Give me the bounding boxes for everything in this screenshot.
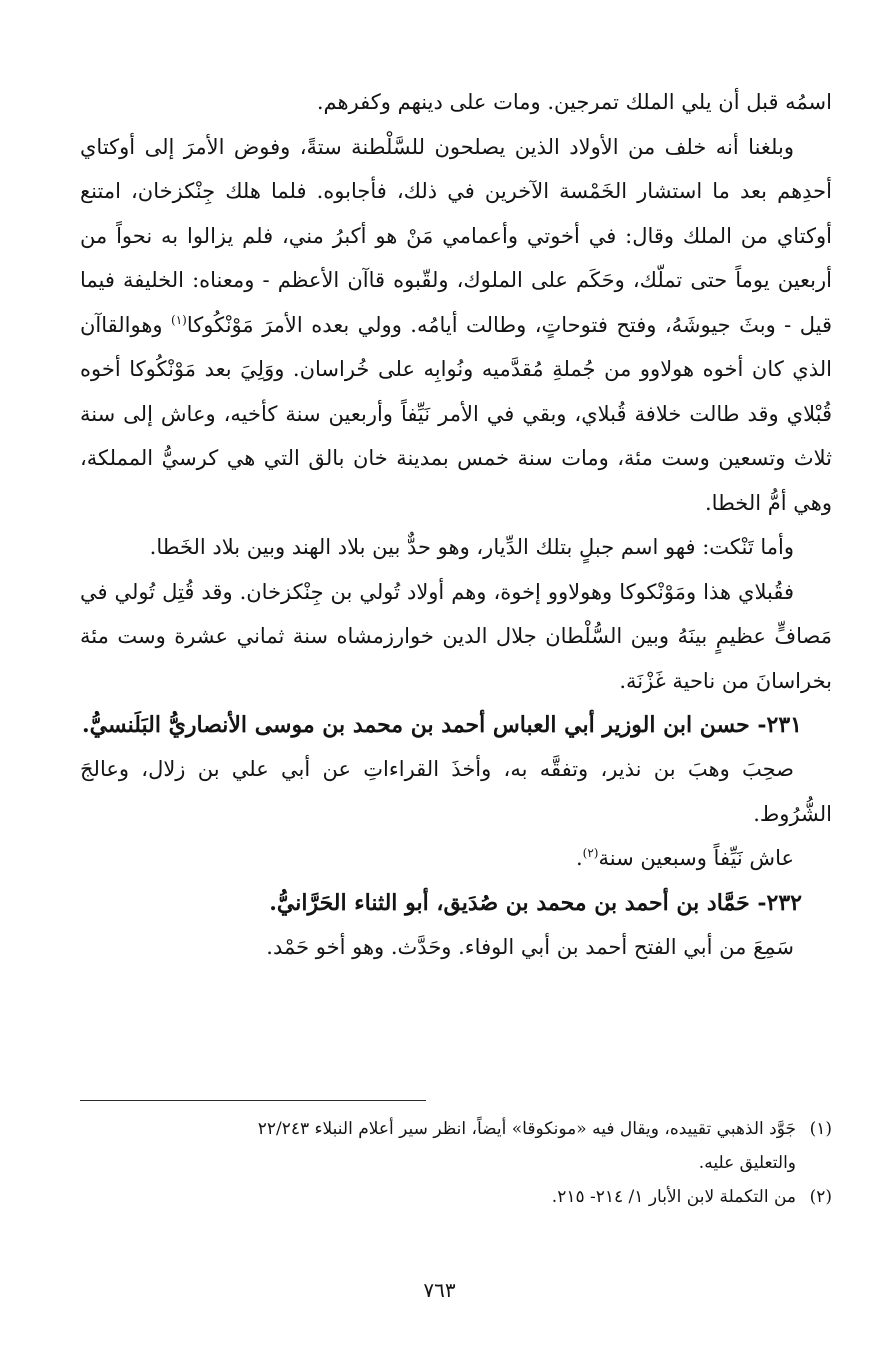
paragraph-2-text: وبلغنا أنه خلف من الأولاد الذين يصلحون للسَّلْطنة ستةً، وفوض الأمرَ إلى أوكتاي أحدِهم بعد ما استشار الخَمْسة الآخرين في ذلك، فأجابوه. فلما هلك جِنْكزخان، امتنع أوكتاي من الملك وقال: في أخوتي وأعمامي مَنْ هو أكبرُ مني، فلم يزالوا به نحواً من أربعين يوماً حتى تملّك، وحَكَم على الملوك، ولقّبوه قاآن الأعظم - ومعناه: الخليفة فيما قيل - وبثَ جيوشَهُ، وفتح فتوحاتٍ، وطالت أيامُه. وولي بعده الأمرَ مَوْنْكُوكا xyxy=(80,134,832,337)
paragraph-2-end: وهوالقاآن الذي كان أخوه هولاوو من جُملةِ مُقدَّميه ونُوابِه على خُراسان. ووَلِيَ بعد مَوْنْكُوكا أخوه قُبْلاي وقد طالت خلافة قُبلاي، وبقي في الأمر نَيِّفاً وأربعين سنة كأخيه، وعاش إلى سنة ثلاث وتسعين وست مئة، ومات سنة خمس بمدينة خان بالق التي هي كرسيُّ المملكة، وهي أمُّ الخطا. xyxy=(80,312,832,515)
paragraph-7: سَمِعَ من أبي الفتح أحمد بن أبي الوفاء. وحَدَّث. وهو أخو حَمْد. xyxy=(266,934,794,959)
paragraph-6 xyxy=(80,836,832,881)
footnote-2-mark: (٢) xyxy=(809,1187,832,1207)
paragraph-1: اسمُه قبل أن يلي الملك تمرجين. ومات على دينهم وكفرهم. xyxy=(316,90,832,114)
paragraph-6-text: عاش نَيِّفاً وسبعين سنة xyxy=(598,846,794,870)
entry-heading-232: ٢٣٢- حَمَّاد بن أحمد بن محمد بن صُدَيق، أبو الثناء الحَرَّانيُّ. xyxy=(269,889,802,916)
footnote-2 xyxy=(80,1180,832,1214)
paragraph-3: وأما تَنْكت: فهو اسم جبلٍ بتلك الدِّيار، وهو حدٌّ بين بلاد الهند وبين بلاد الخَطا. xyxy=(149,535,794,559)
page-number: ٧٦٣ xyxy=(423,1278,456,1302)
entry-heading-231: ٢٣١- حسن ابن الوزير أبي العباس أحمد بن محمد بن موسى الأنصاريُّ البَلَنسيُّ. xyxy=(81,712,802,738)
footnote-1-text: جَوَّد الذهبي تقييده، ويقال فيه «مونكوقا» أيضاً، انظر سير أعلام النبلاء ٢٢/٢٤٣ xyxy=(257,1119,796,1139)
footnote-ref-1: (١) xyxy=(171,312,187,327)
footnote-1 xyxy=(80,1112,832,1146)
footnote-separator xyxy=(80,1100,426,1101)
paragraph-4: فقُبلاي هذا ومَوْنْكوكا وهولاوو إخوة، وهم أولاد تُولي بن جِنْكزخان. وقد قُتِل تُولي في مَصافٍّ عظيمٍ بينَهُ وبين السُّلْطان جلال الدين خوارزمشاه سنة ثماني عشرة وست مئة بخراسانَ من ناحية غَزْنَة. xyxy=(80,579,832,693)
main-text xyxy=(80,80,832,969)
footnote-1-continuation: والتعليق عليه. xyxy=(698,1153,796,1173)
footnote-1-mark: (١) xyxy=(809,1119,832,1139)
paragraph-5: صحِبَ وهبَ بن نذير، وتفقَّه به، وأخذَ القراءاتِ عن أبي علي بن زلال، وعالجَ الشُّرُوط. xyxy=(80,757,832,826)
footnote-2-text: من التكملة لابن الأبار ١/ ٢١٤- ٢١٥. xyxy=(551,1187,796,1207)
footnotes xyxy=(80,1112,832,1214)
footnote-ref-2: (٢) xyxy=(582,846,599,860)
paragraph-6-end: . xyxy=(575,846,583,870)
paragraph-2 xyxy=(80,125,832,526)
